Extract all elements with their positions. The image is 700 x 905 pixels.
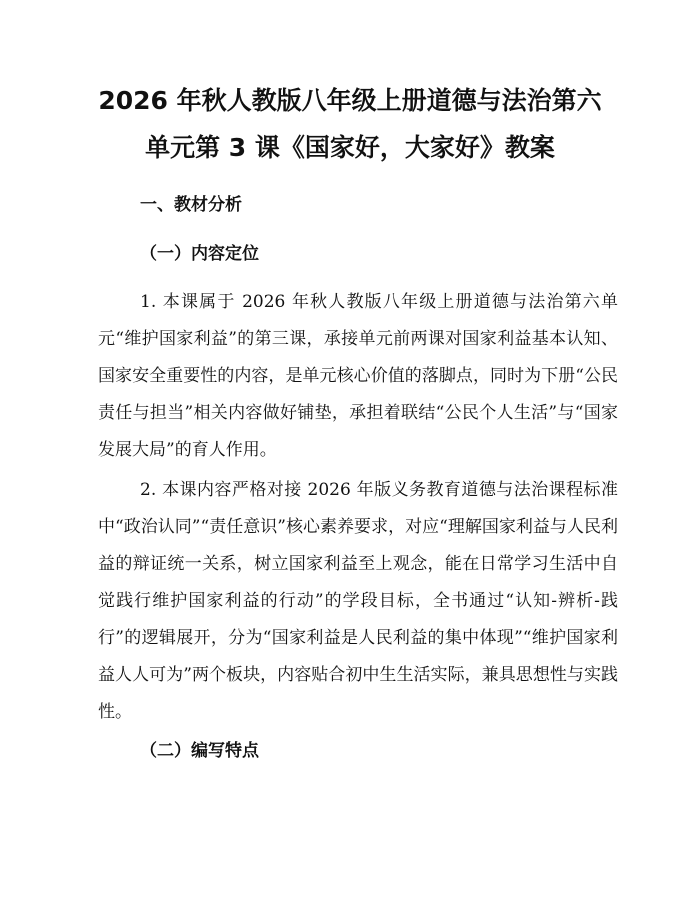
document-title-line-2: 单元第 3 课《国家好，大家好》教案: [145, 133, 555, 162]
paragraph-2: 2. 本课内容严格对接 2026 年版义务教育道德与法治课程标准中“政治认同”“责任意识”核心素养要求，对应“理解国家利益与人民利益的辩证统一关系，树立国家利益至上观念，能在日常学习生活中自觉践行维护国家利益的行动”的学段目标，全书通过“认知-辨析-践行”的逻辑展开，分为“国家利益是人民利益的集中体现”“维护国家利益人人可为”两个板块，内容贴合初中生生活实际，兼具思想性与实践性。: [98, 480, 618, 722]
document-title-line-1: 2026 年秋人教版八年级上册道德与法治第六: [98, 86, 602, 115]
section-heading-textbook-analysis: 一、教材分析: [140, 195, 242, 215]
paragraph-1: 1. 本课属于 2026 年秋人教版八年级上册道德与法治第六单元“维护国家利益”的第三课，承接单元前两课对国家利益基本认知、国家安全重要性的内容，是单元核心价值的落脚点，同时为下册“公民责任与担当”相关内容做好铺垫，承担着联结“公民个人生活”与“国家发展大局”的育人作用。: [98, 292, 618, 460]
subsection-heading-content-positioning: （一）内容定位: [140, 244, 259, 264]
subsection-heading-writing-features: （二）编写特点: [140, 741, 259, 761]
